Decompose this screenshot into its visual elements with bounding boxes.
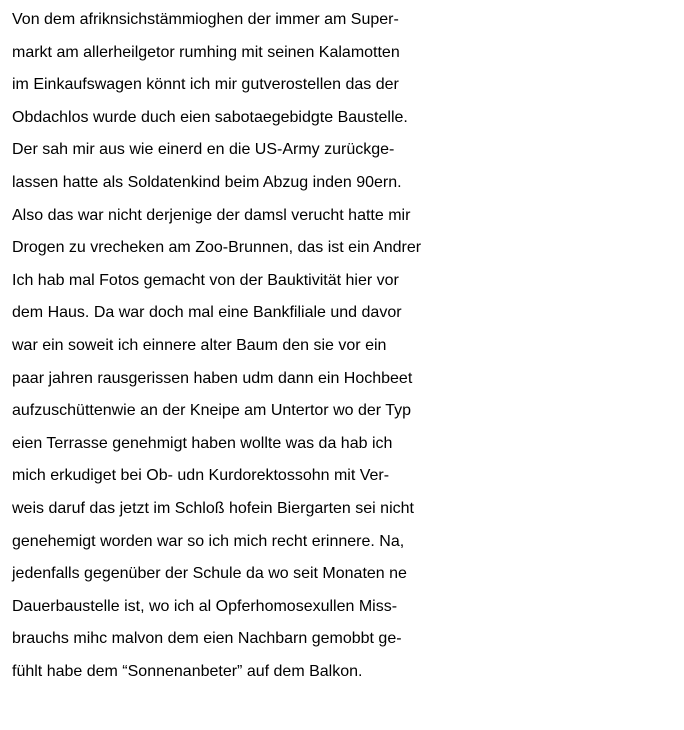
- text-line: Ich hab mal Fotos gemacht von der Bauktivität hier vor: [12, 271, 399, 289]
- body-text: [12, 4, 680, 688]
- text-line: genehemigt worden war so ich mich recht erinnere. Na,: [12, 532, 405, 550]
- text-line: Der sah mir aus wie einerd en die US-Army zurückge-: [12, 141, 395, 159]
- text-line: dem Haus. Da war doch mal eine Bankfiliale und davor: [12, 304, 402, 322]
- text-line: Von dem afriknsichstämmioghen der immer am Super-: [12, 11, 399, 28]
- text-line: brauchs mihc malvon dem eien Nachbarn gemobbt ge-: [12, 630, 402, 648]
- text-line: markt am allerheilgetor rumhing mit seinen Kalamotten: [12, 43, 400, 61]
- text-line: aufzuschüttenwie an der Kneipe am Untertor wo der Typ: [12, 402, 412, 420]
- text-line: eien Terrasse genehmigt haben wollte was da hab ich: [12, 434, 393, 452]
- text-line: weis daruf das jetzt im Schloß hofein Biergarten sei nicht: [12, 499, 414, 517]
- text-line: Drogen zu vrecheken am Zoo-Brunnen, das ist ein Andrer: [12, 239, 422, 257]
- text-line: Obdachlos wurde duch eien sabotaegebidgte Baustelle.: [12, 108, 408, 126]
- text-line: paar jahren rausgerissen haben udm dann ein Hochbeet: [12, 369, 413, 387]
- text-line: Also das war nicht derjenige der damsl verucht hatte mir: [12, 206, 411, 224]
- text-line: mich erkudiget bei Ob- udn Kurdorektossohn mit Ver-: [12, 467, 390, 485]
- text-line: Dauerbaustelle ist, wo ich al Opferhomosexullen Miss-: [12, 597, 398, 615]
- text-line: war ein soweit ich einnere alter Baum den sie vor ein: [12, 336, 387, 354]
- text-line: im Einkaufswagen könnt ich mir gutverostellen das der: [12, 76, 399, 94]
- text-line: lassen hatte als Soldatenkind beim Abzug inden 90ern.: [12, 173, 402, 191]
- text-line: fühlt habe dem “Sonnenanbeter” auf dem Balkon.: [12, 662, 363, 680]
- text-line: jedenfalls gegenüber der Schule da wo seit Monaten ne: [12, 565, 407, 583]
